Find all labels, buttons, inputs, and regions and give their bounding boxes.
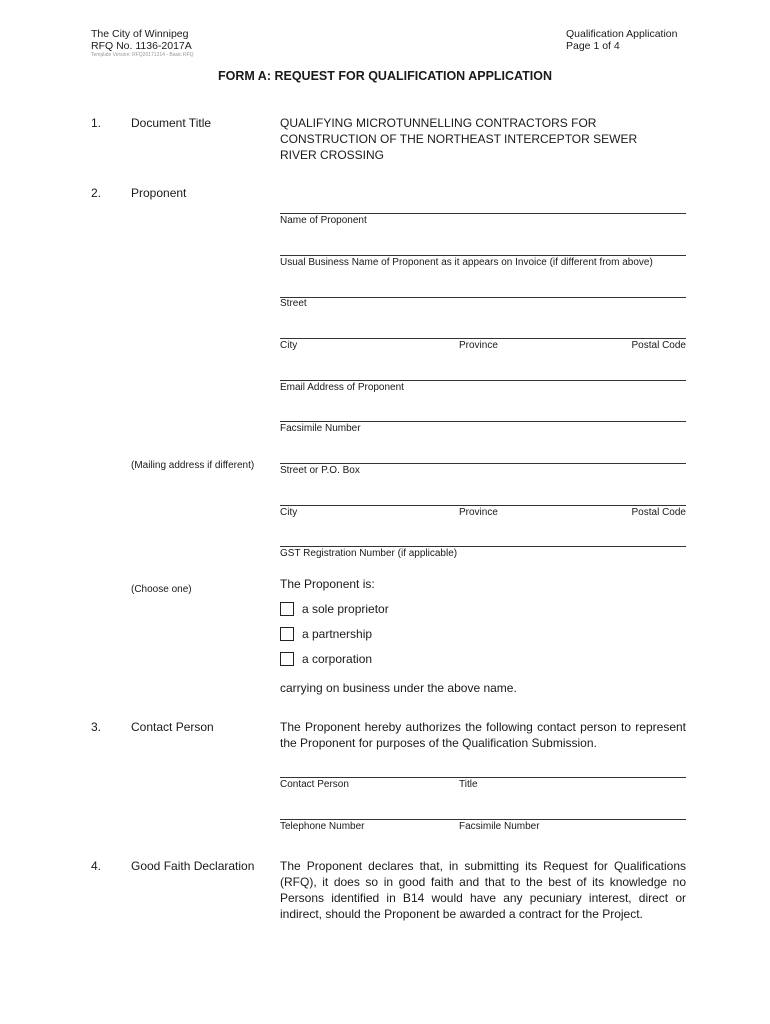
telephone-caption: Telephone Number [280,821,365,832]
header-city: The City of Winnipeg [91,28,189,40]
city-caption: City [280,340,298,351]
contact-authorization-text: The Proponent hereby authorizes the following contact person to represent the Proponent for purposes of the Qualification Submission. [280,720,686,750]
mailing-city-caption: City [280,507,298,518]
section-2-number: 2. [91,186,102,200]
business-name-line[interactable] [280,255,686,256]
mailing-street-line[interactable] [280,463,686,464]
sole-proprietor-checkbox[interactable] [280,602,294,616]
contact-person-line[interactable] [280,777,686,778]
email-caption: Email Address of Proponent [280,382,404,393]
section-1-label: Document Title [131,116,212,130]
header-doc-type: Qualification Application [566,28,678,40]
section-2-label: Proponent [131,186,187,200]
street-caption: Street [280,298,307,309]
proponent-name-caption: Name of Proponent [280,215,367,226]
mailing-street-caption: Street or P.O. Box [280,465,360,476]
postal-code-caption: Postal Code [631,340,686,351]
contact-title-caption: Title [459,779,478,790]
carrying-on-text: carrying on business under the above name. [280,681,517,695]
document-title-value: QUALIFYING MICROTUNNELLING CONTRACTORS FOR CONSTRUCTION OF THE NORTHEAST INTERCEPTOR SEWER RIVER CROSSING [280,116,638,162]
gst-line[interactable] [280,546,686,547]
province-caption: Province [459,340,498,351]
mailing-province-caption: Province [459,507,498,518]
section-1-number: 1. [91,116,102,130]
form-title: FORM A: REQUEST FOR QUALIFICATION APPLICATION [217,69,552,83]
mailing-address-note: (Mailing address if different) [131,460,255,471]
mailing-city-line[interactable] [280,505,686,506]
fax-line[interactable] [280,421,686,422]
mailing-postal-code-caption: Postal Code [631,507,686,518]
city-line[interactable] [280,338,686,339]
partnership-checkbox[interactable] [280,627,294,641]
corporation-label: a corporation [302,652,373,666]
email-line[interactable] [280,380,686,381]
business-name-caption: Usual Business Name of Proponent as it appears on Invoice (if different from above) [280,257,653,268]
choose-one-note: (Choose one) [131,584,192,595]
fax-caption: Facsimile Number [280,423,361,434]
sole-proprietor-label: a sole proprietor [302,602,389,616]
section-4-number: 4. [91,859,102,873]
proponent-is-heading: The Proponent is: [280,577,375,591]
proponent-name-line[interactable] [280,213,686,214]
section-3-number: 3. [91,720,102,734]
header-page-number: Page 1 of 4 [566,40,620,52]
good-faith-text: The Proponent declares that, in submitting its Request for Qualifications (RFQ), it does so in good faith and that to the best of its knowledge no Persons identified in B14 would have any pecuniary interest, direct or indirect, should the Proponent be awarded a contract for the Project. [280,859,686,921]
corporation-checkbox[interactable] [280,652,294,666]
header-template-note: Template Version: RFQ20171214 - Basic RFQ [91,52,194,58]
contact-phone-line[interactable] [280,819,686,820]
section-3-label: Contact Person [131,720,214,734]
section-4-label: Good Faith Declaration [131,859,255,873]
street-line[interactable] [280,297,686,298]
gst-caption: GST Registration Number (if applicable) [280,548,458,559]
header-rfq-number: RFQ No. 1136-2017A [91,40,192,52]
contact-fax-caption: Facsimile Number [459,821,540,832]
partnership-label: a partnership [302,627,373,641]
contact-person-caption: Contact Person [280,779,349,790]
